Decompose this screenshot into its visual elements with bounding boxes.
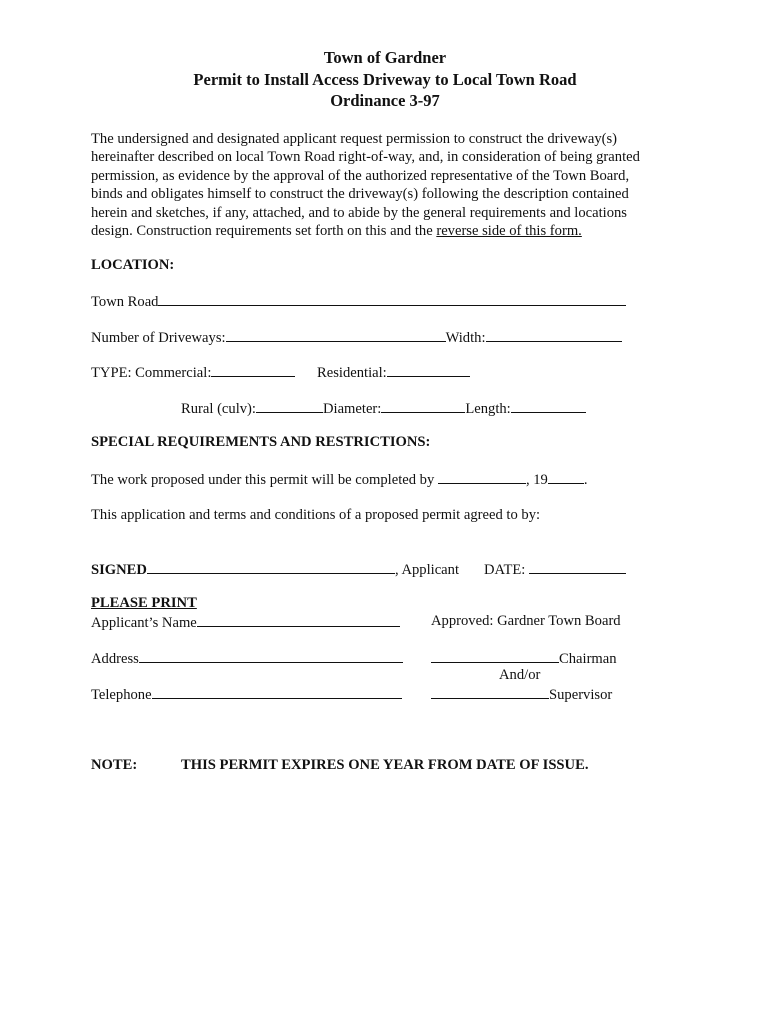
chairman-field[interactable] xyxy=(431,648,559,663)
intro-line: The undersigned and designated applicant request permission to construct the driveway(s) xyxy=(91,131,618,147)
please-print-heading: PLEASE PRINT xyxy=(91,595,197,611)
telephone-label: Telephone xyxy=(91,687,152,703)
supervisor-field[interactable] xyxy=(431,684,549,699)
town-road-label: Town Road xyxy=(91,294,159,310)
ordinance-title: Ordinance 3-97 xyxy=(330,91,440,110)
year-field[interactable] xyxy=(548,469,584,484)
intro-line: hereinafter described on local Town Road right-of-way, and, in consideration of being granted xyxy=(91,149,640,166)
chairman-label: Chairman xyxy=(559,651,617,667)
diameter-field[interactable] xyxy=(381,398,465,413)
residential-field[interactable] xyxy=(387,362,470,377)
address-field[interactable] xyxy=(139,648,403,663)
applicant-name-label: Applicant’s Name xyxy=(91,615,197,631)
num-driveways-field[interactable] xyxy=(226,327,446,342)
chairman-row xyxy=(431,648,617,668)
permit-title: Permit to Install Access Driveway to Local Town Road xyxy=(193,69,577,89)
type-row xyxy=(91,362,295,382)
length-field[interactable] xyxy=(511,398,586,413)
signed-label: SIGNED xyxy=(91,562,147,578)
intro-line: herein and sketches, if any, attached, and to abide by the general requirements and locations xyxy=(91,204,627,221)
width-field[interactable] xyxy=(486,327,622,342)
rural-field[interactable] xyxy=(256,398,323,413)
town-road-field[interactable] xyxy=(158,291,626,306)
town-road-row xyxy=(91,291,626,311)
note-text: THIS PERMIT EXPIRES ONE YEAR FROM DATE OF ISSUE. xyxy=(181,757,589,773)
driveways-row xyxy=(91,327,622,347)
rural-label: Rural (culv): xyxy=(181,401,256,417)
length-label: Length: xyxy=(465,401,511,417)
residential-label: Residential: xyxy=(317,365,387,381)
approved-text: Approved: Gardner Town Board xyxy=(431,613,621,629)
width-label: Width: xyxy=(445,330,486,346)
date-label: DATE: xyxy=(484,562,529,578)
rural-row xyxy=(181,398,586,418)
andor-text: And/or xyxy=(499,667,541,683)
residential-row xyxy=(317,362,470,382)
intro-line: permission, as evidence by the approval of the authorized representative of the Town Board, xyxy=(91,167,630,184)
period: . xyxy=(583,472,588,488)
intro-last-text: design. Construction requirements set forth on this and the xyxy=(91,223,437,240)
supervisor-row xyxy=(431,684,612,704)
town-title: Town of Gardner xyxy=(323,48,447,67)
telephone-row xyxy=(91,684,402,704)
date-row xyxy=(484,559,626,579)
agreement-text: This application and terms and conditions of a proposed permit agreed to by: xyxy=(91,507,541,523)
note-label: NOTE: xyxy=(91,757,138,773)
applicant-name-row xyxy=(91,612,400,632)
address-label: Address xyxy=(91,651,139,667)
address-row xyxy=(91,648,403,668)
type-commercial-label: TYPE: Commercial: xyxy=(91,365,212,381)
intro-line: binds and obligates himself to construct the driveway(s) following the description contained xyxy=(91,186,629,203)
num-driveways-label: Number of Driveways: xyxy=(91,330,226,346)
form-header xyxy=(0,47,770,112)
intro-paragraph xyxy=(91,130,691,240)
completion-row xyxy=(91,469,587,489)
date-field[interactable] xyxy=(529,559,626,574)
location-heading: LOCATION: xyxy=(91,257,175,273)
commercial-field[interactable] xyxy=(211,362,295,377)
signature-field[interactable] xyxy=(147,559,395,574)
diameter-label: Diameter: xyxy=(322,401,382,417)
telephone-field[interactable] xyxy=(152,684,402,699)
supervisor-label: Supervisor xyxy=(549,687,613,703)
signed-row xyxy=(91,559,459,579)
reverse-side-link: reverse side of this form. xyxy=(436,223,582,240)
special-requirements-heading: SPECIAL REQUIREMENTS AND RESTRICTIONS: xyxy=(91,434,431,450)
completion-text: The work proposed under this permit will be completed by xyxy=(91,472,438,488)
applicant-label: , Applicant xyxy=(394,562,460,578)
applicant-name-field[interactable] xyxy=(197,612,400,627)
year-prefix: , 19 xyxy=(525,472,548,488)
completion-date-field[interactable] xyxy=(438,469,526,484)
intro-line-last xyxy=(91,222,691,240)
